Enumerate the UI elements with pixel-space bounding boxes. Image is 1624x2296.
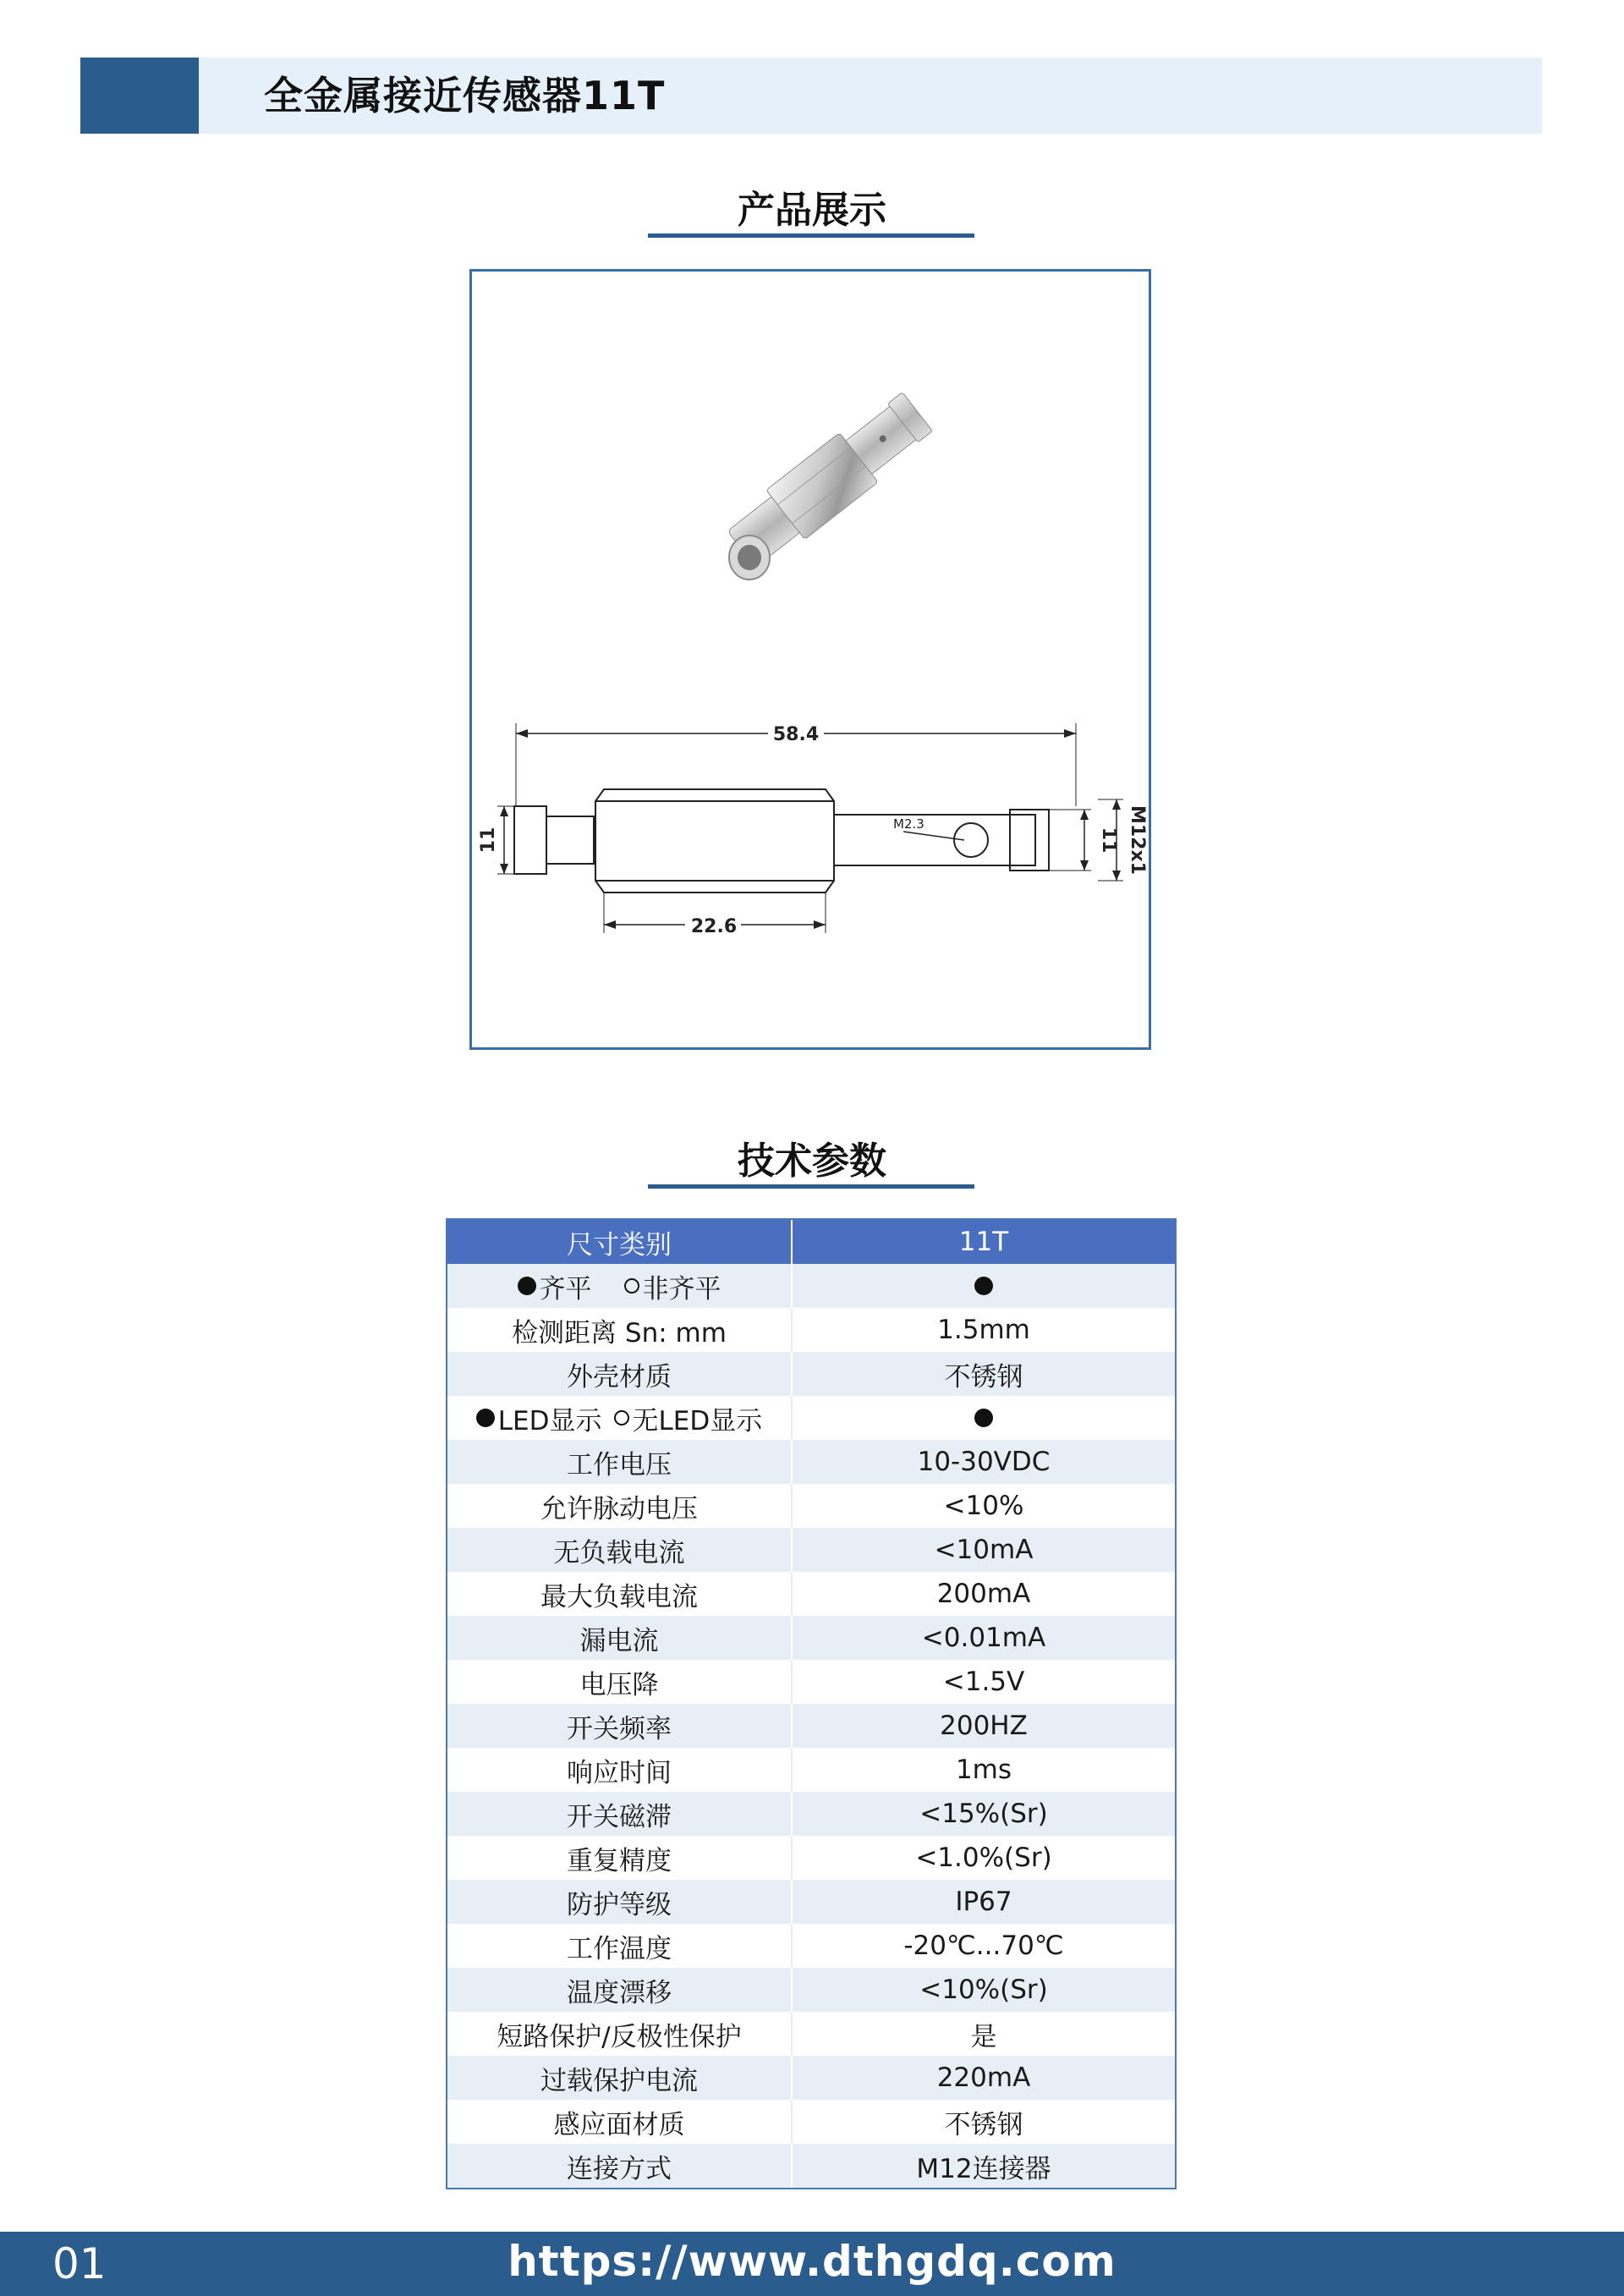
spec-mount-options (447, 1264, 793, 1308)
spec-row (447, 1880, 1175, 1924)
spec-label: 响应时间 (447, 1748, 793, 1792)
spec-row (447, 2144, 1175, 2188)
dim-hole: M2.3 (893, 816, 924, 832)
spec-value: 不锈钢 (944, 2109, 1023, 2140)
spec-value: <1.5V (942, 1667, 1025, 1697)
spec-row (447, 1440, 1175, 1484)
spec-value: 200HZ (940, 1711, 1028, 1741)
spec-value: 10-30VDC (917, 1447, 1051, 1477)
open-dot-icon (614, 1410, 629, 1425)
filled-dot-icon (518, 1277, 536, 1295)
spec-led-options (447, 1396, 793, 1440)
spec-row (447, 1968, 1175, 2012)
filled-dot-icon (476, 1409, 495, 1427)
spec-value: <10%(Sr) (919, 1975, 1048, 2005)
spec-label: 外壳材质 (447, 1352, 793, 1396)
section-title-specs: 技术参数 (738, 1140, 886, 1183)
spec-label: 过载保护电流 (447, 2056, 793, 2100)
spec-value: 1ms (955, 1755, 1012, 1785)
page-title: 全金属接近传感器11T (264, 73, 666, 118)
spec-value: -20℃...70℃ (903, 1931, 1064, 1961)
dim-thread: M12x1 (1127, 805, 1148, 876)
spec-row (447, 1836, 1175, 1880)
spec-label: 无负载电流 (447, 1528, 793, 1572)
spec-label: 允许脉动电压 (447, 1484, 793, 1528)
led-option-no: 无LED显示 (632, 1405, 763, 1436)
spec-header-value: 11T (958, 1227, 1009, 1257)
mount-option-nonflush: 非齐平 (642, 1273, 721, 1305)
spec-value: <15%(Sr) (919, 1799, 1048, 1829)
spec-value: <1.0%(Sr) (915, 1843, 1052, 1873)
spec-label: 电压降 (447, 1660, 793, 1704)
dim-right-diameter: 11 (1098, 827, 1119, 854)
spec-label: 开关磁滞 (447, 1792, 793, 1836)
dimension-drawing (472, 711, 1154, 965)
spec-row (447, 1308, 1175, 1352)
spec-label: 检测距离 Sn: mm (447, 1308, 793, 1352)
spec-row (447, 2056, 1175, 2100)
product-frame (469, 269, 1151, 1050)
spec-label: 工作电压 (447, 1440, 793, 1484)
section-rule-specs (648, 1184, 974, 1189)
spec-row (447, 1704, 1175, 1748)
spec-label: 工作温度 (447, 1924, 793, 1968)
spec-value: 1.5mm (937, 1315, 1030, 1345)
dim-hex-length: 22.6 (690, 916, 738, 937)
product-photo (700, 348, 963, 610)
spec-label: 最大负载电流 (447, 1572, 793, 1616)
spec-label: 感应面材质 (447, 2100, 793, 2144)
page-number: 01 (52, 2239, 107, 2288)
mount-option-flush: 齐平 (539, 1273, 592, 1305)
spec-label: 短路保护/反极性保护 (447, 2012, 793, 2056)
spec-label: 温度漂移 (447, 1968, 793, 2012)
spec-label: 漏电流 (447, 1616, 793, 1660)
dim-left-diameter: 11 (478, 827, 499, 854)
section-title-product: 产品展示 (738, 189, 886, 232)
spec-value: <0.01mA (921, 1623, 1046, 1653)
spec-row (447, 1572, 1175, 1616)
spec-row (447, 1792, 1175, 1836)
open-dot-icon (624, 1278, 639, 1294)
spec-row (447, 1528, 1175, 1572)
spec-row (447, 1484, 1175, 1528)
spec-row (447, 1616, 1175, 1660)
website-link[interactable]: https://www.dthgdq.com (508, 2237, 1116, 2286)
spec-value: <10mA (934, 1535, 1034, 1565)
spec-value: 是 (970, 2021, 997, 2052)
spec-row (447, 1748, 1175, 1792)
spec-row-led (447, 1396, 1175, 1440)
spec-label: 连接方式 (447, 2144, 793, 2188)
spec-header-label: 尺寸类别 (447, 1220, 793, 1264)
dim-length: 58.4 (772, 724, 820, 745)
footer-bar (0, 2232, 1624, 2296)
spec-table-header (447, 1220, 1175, 1264)
spec-row (447, 2012, 1175, 2056)
section-rule-product (648, 233, 974, 238)
spec-label: 开关频率 (447, 1704, 793, 1748)
led-value-dot-icon (974, 1409, 993, 1427)
spec-row-mount (447, 1264, 1175, 1308)
spec-label: 重复精度 (447, 1836, 793, 1880)
spec-row (447, 1660, 1175, 1704)
mount-value-dot-icon (974, 1277, 993, 1295)
spec-row (447, 1352, 1175, 1396)
spec-value: <10% (943, 1491, 1024, 1521)
spec-row (447, 2100, 1175, 2144)
spec-value: 220mA (936, 2063, 1031, 2093)
spec-value: 不锈钢 (944, 1361, 1023, 1392)
led-option-yes: LED显示 (497, 1405, 602, 1436)
spec-label: 防护等级 (447, 1880, 793, 1924)
spec-value: IP67 (955, 1887, 1012, 1917)
spec-value: M12连接器 (916, 2153, 1051, 2184)
spec-value: 200mA (936, 1579, 1031, 1609)
spec-table (446, 1218, 1177, 2189)
header-accent-block (80, 58, 199, 134)
spec-row (447, 1924, 1175, 1968)
